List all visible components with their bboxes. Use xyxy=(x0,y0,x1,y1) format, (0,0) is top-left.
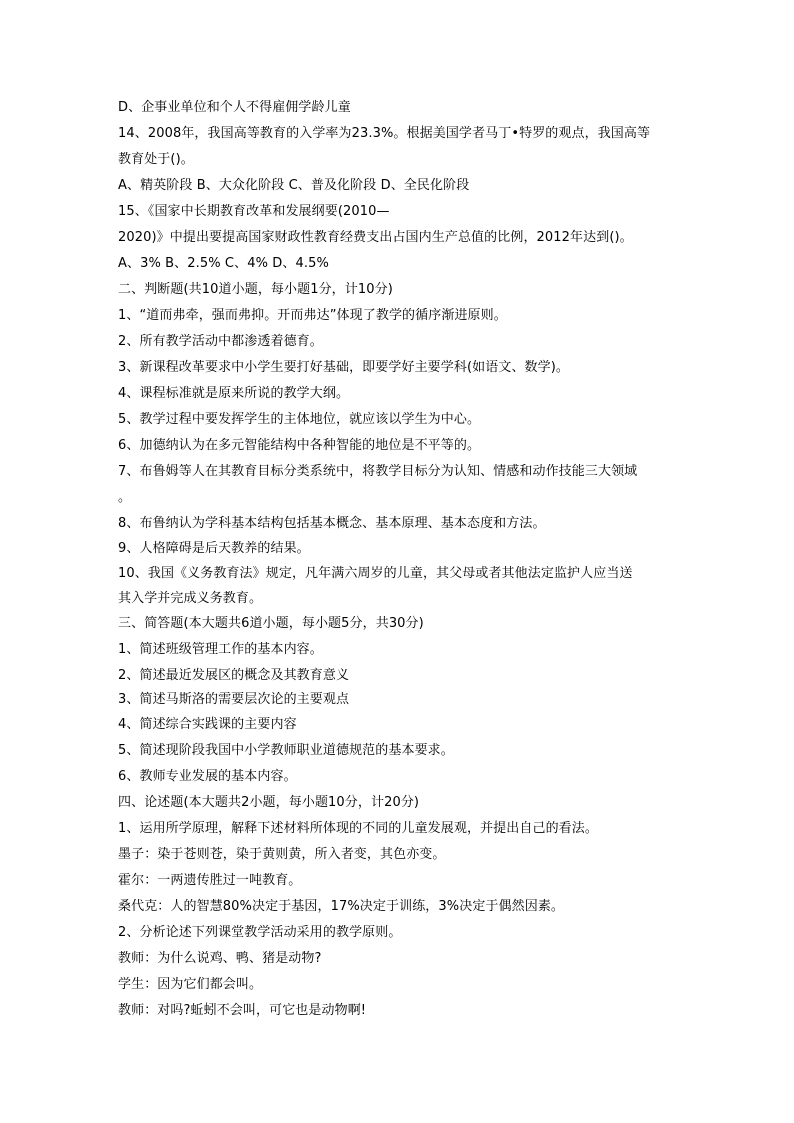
essay-2: 2、分析论述下列课堂教学活动采用的教学原则。 xyxy=(118,925,402,940)
dialogue-teacher-1: 教师：为什么说鸡、鸭、猪是动物? xyxy=(118,951,322,966)
judgment-7: 7、布鲁姆等人在其教育目标分类系统中，将教学目标分为认知、情感和动作技能三大领域 xyxy=(118,464,638,479)
question-14: 14、2008年，我国高等教育的入学率为23.3%。根据美国学者马丁•特罗的观点，我国高等 xyxy=(118,126,651,141)
question-15-cont: 2020)》中提出要提高国家财政性教育经费支出占国内生产总值的比例，2012年达到()。 xyxy=(118,230,633,245)
essay-1-quote-mozi: 墨子：染于苍则苍，染于黄则黄，所入者变，其色亦变。 xyxy=(118,847,446,862)
essay-1-quote-thorndike: 桑代克：人的智慧80%决定于基因，17%决定于训练，3%决定于偶然因素。 xyxy=(118,899,565,914)
judgment-1: 1、“道而弗牵，强而弗抑。开而弗达”体现了教学的循序渐进原则。 xyxy=(118,308,507,323)
option-d-q13: D、企事业单位和个人不得雇佣学龄儿童 xyxy=(118,100,351,115)
judgment-10: 10、我国《义务教育法》规定，凡年满六周岁的儿童，其父母或者其他法定监护人应当送 xyxy=(118,566,633,581)
dialogue-teacher-2: 教师：对吗?蚯蚓不会叫，可它也是动物啊! xyxy=(118,1003,367,1018)
judgment-3: 3、新课程改革要求中小学生要打好基础，即要学好主要学科(如语文、数学)。 xyxy=(118,360,570,375)
short-answer-4: 4、简述综合实践课的主要内容 xyxy=(118,717,297,732)
question-14-options: A、精英阶段 B、大众化阶段 C、普及化阶段 D、全民化阶段 xyxy=(118,178,470,193)
section-heading-judgment: 二、判断题(共10道小题，每小题1分，计10分) xyxy=(118,282,393,297)
question-14-cont: 教育处于()。 xyxy=(118,152,194,167)
essay-1-quote-hall: 霍尔：一两遗传胜过一吨教育。 xyxy=(118,873,302,888)
judgment-6: 6、加德纳认为在多元智能结构中各种智能的地位是不平等的。 xyxy=(118,438,481,453)
judgment-9: 9、人格障碍是后天教养的结果。 xyxy=(118,541,310,556)
short-answer-2: 2、简述最近发展区的概念及其教育意义 xyxy=(118,668,350,683)
judgment-10-cont: 其入学并完成义务教育。 xyxy=(118,591,263,606)
judgment-8: 8、布鲁纳认为学科基本结构包括基本概念、基本原理、基本态度和方法。 xyxy=(118,516,546,531)
section-heading-essay: 四、论述题(本大题共2小题，每小题10分，计20分) xyxy=(118,795,420,810)
short-answer-5: 5、简述现阶段我国中小学教师职业道德规范的基本要求。 xyxy=(118,743,454,758)
question-15-options: A、3% B、2.5% C、4% D、4.5% xyxy=(118,256,329,271)
question-15: 15、《国家中长期教育改革和发展纲要(2010— xyxy=(118,204,390,219)
dialogue-student-1: 学生：因为它们都会叫。 xyxy=(118,977,263,992)
judgment-4: 4、课程标准就是原来所说的教学大纲。 xyxy=(118,386,350,401)
short-answer-6: 6、教师专业发展的基本内容。 xyxy=(118,769,297,784)
essay-1: 1、运用所学原理，解释下述材料所体现的不同的儿童发展观，并提出自己的看法。 xyxy=(118,821,598,836)
judgment-7-cont: 。 xyxy=(118,490,132,505)
short-answer-1: 1、简述班级管理工作的基本内容。 xyxy=(118,642,323,657)
section-heading-short-answer: 三、简答题(本大题共6道小题，每小题5分，共30分) xyxy=(118,616,424,631)
judgment-5: 5、教学过程中要发挥学生的主体地位，就应该以学生为中心。 xyxy=(118,412,481,427)
short-answer-3: 3、简述马斯洛的需要层次论的主要观点 xyxy=(118,692,350,707)
judgment-2: 2、所有教学活动中都渗透着德育。 xyxy=(118,334,323,349)
